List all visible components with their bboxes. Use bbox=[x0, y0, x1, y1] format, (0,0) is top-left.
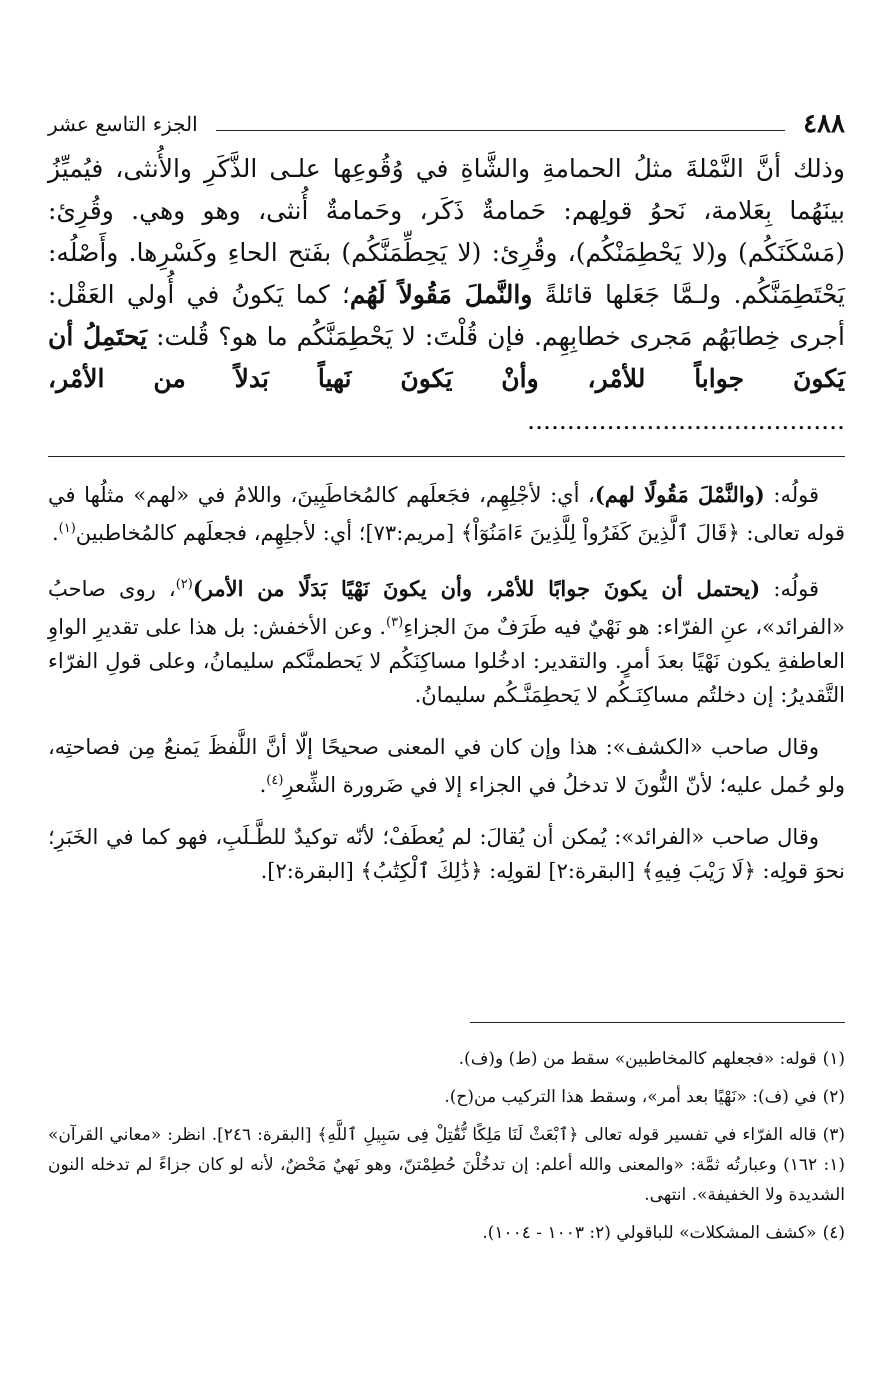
main-text bbox=[48, 148, 845, 442]
footnote-4 bbox=[48, 1218, 845, 1248]
main-text-separator bbox=[48, 456, 845, 457]
footnote-number: (٣) bbox=[822, 1125, 845, 1145]
footnote-ref-3[interactable]: (٣) bbox=[386, 615, 404, 630]
main-text-part-1: وذلك أنَّ النَّمْلةَ مثلُ الحمامةِ والشَّاةِ في وُقُوعِها علـى الذَّكَرِ والأُنثى، فيُميِّزُ بينَهُما بِعَلامة، نَحوُ قولِهم: حَمامةٌ ذَكَر، وحَمامةٌ أُنثى، وهو وهي. وقُرِئ: (مَسْكَنَكُم) و(لا يَحْطِمَنْكُم)، وقُرِئ: (لا يَحِطِّمَنَّكُم) بفَتح الحاءِ وكَسْرِها. وأَصْلُه: يَحْتَطِمَنَّكُم. ولـمَّا جَعَلها قائلةً bbox=[48, 154, 845, 309]
commentary-text-end: . bbox=[51, 521, 59, 545]
commentary-paragraph-4: وقال صاحب «الفرائد»: يُمكن أن يُقالَ: لم يُعطَفْ؛ لأنّه توكيدٌ للطَّـلَبِ، فهو كما في الخَبَرِ؛ نحوَ قولِه: ﴿لَا رَيْبَ فِيهِ﴾ [البقرة:٢] لقولِه: ﴿ذَٰلِكَ ٱلْكِتَٰبُ﴾ [البقرة:٢]. bbox=[48, 825, 845, 883]
main-text-dots: ........................................ bbox=[527, 406, 845, 435]
main-text-emphasis-2: يَحتَمِلُ أن يَكونَ جواباً للأمْر، وأنْ يَكونَ نَهياً بَدلاً من الأمْر، bbox=[48, 322, 845, 393]
footnote-ref-2[interactable]: (٢) bbox=[175, 577, 193, 592]
commentary-text: وقال صاحب «الكشف»: هذا وإن كان في المعنى صحيحًا إلّا أنَّ اللَّفظَ يَمنعُ مِن فصاحتِه، ولو حُمل عليه؛ لأنّ النُّونَ لا تدخلُ في الجزاء إلا في ضَرورة الشِّعرِ bbox=[48, 735, 845, 797]
footnote-1 bbox=[48, 1044, 845, 1074]
footnote-number: (١) bbox=[822, 1049, 845, 1069]
footnote-text: قاله الفرّاء في تفسير قوله تعالى ﴿ٱبْعَثْ لَنَا مَلِكًا نُّقَٰتِلْ فِى سَبِيلِ ٱللَّهِ﴾ [البقرة: ٢٤٦]. انظر: «معاني القرآن» (١: ١٦٢) وعبارتُه ثمَّة: «والمعنى والله أعلم: إن تدخُلْنَ حُطِمْتنّ، وهو نَهيٌ مَحْضٌ، لأنه لو كان جزاءً لم تدخله النون الشديدة ولا الخفيفة». انتهى. bbox=[48, 1125, 845, 1205]
main-text-emphasis-1: والنَّملَ مَقُولاً لَهُم bbox=[349, 280, 533, 309]
footnote-number: (٢) bbox=[822, 1087, 845, 1107]
footnote-number: (٤) bbox=[822, 1223, 845, 1243]
commentary-text: ، روى صاحبُ «الفرائد»، عنِ الفرّاء: هو نَهْيٌ فيه طَرَفٌ منَ الجزاءِ bbox=[48, 577, 846, 639]
commentary-quote: (يحتمل أن يكونَ جوابًا للأمْر، وأن يكونَ نَهْيًا بَدَلًا من الأمر) bbox=[192, 576, 761, 601]
header-rule bbox=[216, 130, 785, 131]
footnote-ref-1[interactable]: (١) bbox=[58, 521, 76, 536]
commentary-lead: قولُه: bbox=[764, 483, 819, 507]
footnotes bbox=[48, 1044, 845, 1256]
footnote-text: قوله: «فجعلهم كالمخاطبين» سقط من (ط) و(ف). bbox=[458, 1049, 817, 1069]
commentary-paragraph-2 bbox=[48, 568, 845, 712]
footnote-separator bbox=[470, 1022, 845, 1023]
commentary-paragraph-3 bbox=[48, 730, 845, 802]
commentary-text: ، أي: لأجْلِهِم، فجَعلَهم كالمُخاطَبِينَ، واللامُ في «لهم» مثلُها في قوله تعالى: ﴿قَالَ ٱلَّذِينَ كَفَرُواْ لِلَّذِينَ ءَامَنُوٓاْ﴾ [مريم:٧٣]؛ أي: لأجلِهِم، فجعلَهم كالمُخاطبين bbox=[48, 483, 845, 545]
commentary-text-cont: . وعن الأخفش: بل هذا على تقديرِ الواوِ العاطفةِ يكون نَهْيًا بعدَ أمرٍ. والتقدير: ادخُلوا مساكِنَكُم لا يَحطمنَّكم سليمانُ، وعلى قولِ الفرّاء التَّقديرُ: إن دخلتُم مساكِنَـكُم لا يَحطِمَنَّـكُم سليمانُ. bbox=[48, 615, 845, 707]
page-header bbox=[48, 104, 845, 144]
footnote-text: في (ف): «نَهْيًا بعد أمر»، وسقط هذا التركيب من(ح). bbox=[444, 1087, 817, 1107]
commentary-quote: (والنَّمْلَ مَقُولًا لهم) bbox=[594, 482, 765, 507]
commentary bbox=[48, 478, 845, 906]
commentary-lead: قولُه: bbox=[760, 577, 820, 601]
footnote-3 bbox=[48, 1120, 845, 1210]
commentary-text-end: . bbox=[259, 773, 267, 797]
commentary-paragraph-1 bbox=[48, 478, 845, 550]
main-text-part-2: ؛ كما يَكونُ في أُولي العَقْل: أجرى خِطابَهُم مَجرى خطابِهِم. فإن قُلْتَ: لا يَحْطِمَنَّكُم ما هو؟ قُلت: bbox=[48, 280, 846, 351]
footnote-2 bbox=[48, 1082, 845, 1112]
footnote-text: «كشف المشكلات» للباقولي (٢: ١٠٠٣ - ١٠٠٤). bbox=[482, 1223, 817, 1243]
footnote-ref-4[interactable]: (٤) bbox=[266, 773, 284, 788]
page-number: ٤٨٨ bbox=[803, 109, 845, 139]
running-title: الجزء التاسع عشر bbox=[48, 112, 198, 136]
